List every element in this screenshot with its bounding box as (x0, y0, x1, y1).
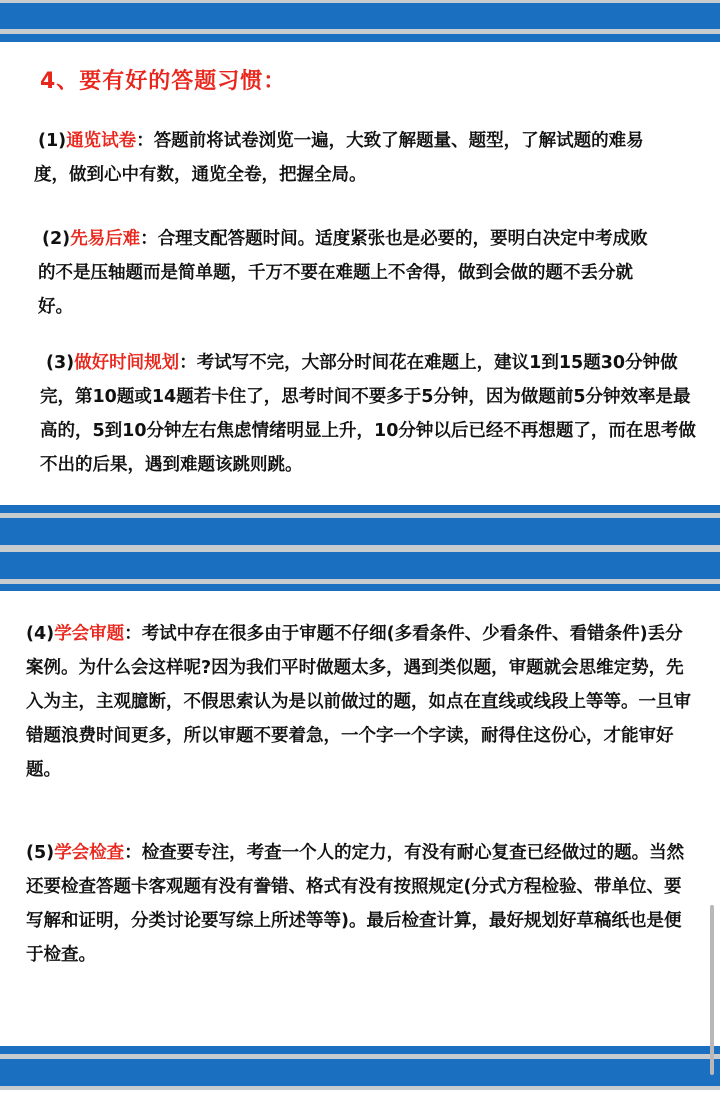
top-divider-band (0, 0, 720, 46)
item-2-text: 合理支配答题时间。适度紧张也是必要的，要明白决定中考成败的不是压轴题而是简单题，千万不要在难题上不舍得，做到会做的题不丢分就好。 (38, 229, 648, 317)
top-blue-stripe (0, 3, 720, 29)
item-1 (34, 124, 658, 192)
item-4-keyword: 学会审题 (54, 624, 125, 644)
item-2-number: (2) (42, 229, 71, 249)
item-5 (26, 836, 696, 972)
item-3 (40, 346, 700, 482)
item-5-number: (5) (26, 843, 55, 863)
item-4-colon: ： (124, 624, 142, 644)
middle-divider-band (0, 505, 720, 595)
item-5-keyword: 学会检查 (54, 843, 125, 863)
item-3-colon: ： (179, 353, 197, 373)
item-3-keyword: 做好时间规划 (74, 353, 180, 373)
mid-grey-stripe-2 (0, 545, 720, 552)
item-5-text: 检查要专注，考查一个人的定力，有没有耐心复查已经做过的题。当然还要检查答题卡客观题有没有誊错、格式有没有按照规定(分式方程检验、带单位、要写解和证明，分类讨论要写综上所述等等)。最后检查计算，最好规划好草稿纸也是便于检查。 (26, 843, 685, 965)
mid-blue-stripe-1 (0, 505, 720, 513)
bottom-divider-band (0, 1046, 720, 1098)
item-3-number: (3) (46, 353, 75, 373)
item-4-number: (4) (26, 624, 55, 644)
item-1-text: 答题前将试卷浏览一遍，大致了解题量、题型，了解试题的难易度，做到心中有数，通览全卷，把握全局。 (34, 131, 644, 185)
section-heading: 4、要有好的答题习惯： (40, 69, 287, 94)
item-4 (26, 617, 696, 787)
item-1-number: (1) (38, 131, 67, 151)
item-3-text: 考试写不完，大部分时间花在难题上，建议1到15题30分钟做完，第10题或14题若卡住了，思考时间不要多于5分钟，因为做题前5分钟效率是最高的，5到10分钟左右焦虑情绪明显上升，10分钟以后已经不再想题了，而在思考做不出的后果，遇到难题该跳则跳。 (40, 353, 696, 475)
item-2-colon: ： (140, 229, 158, 249)
item-1-colon: ： (136, 131, 154, 151)
mid-blue-stripe-3 (0, 552, 720, 579)
bottom-grey-stripe-2 (0, 1086, 720, 1090)
top-blue-stripe-2 (0, 34, 720, 42)
mid-blue-stripe-2 (0, 518, 720, 545)
item-2-keyword: 先易后难 (70, 229, 141, 249)
item-4-text: 考试中存在很多由于审题不仔细(多看条件、少看条件、看错条件)丢分案例。为什么会这样呢?因为我们平时做题太多，遇到类似题，审题就会思维定势，先入为主，主观臆断，不假思索认为是以前做过的题，如点在直线或线段上等等。一旦审错题浪费时间更多，所以审题不要着急，一个字一个字读，耐得住这份心，才能审好题。 (26, 624, 691, 780)
item-2 (38, 222, 658, 324)
bottom-blue-stripe-2 (0, 1059, 720, 1086)
item-5-colon: ： (124, 843, 142, 863)
scrollbar-thumb[interactable] (710, 905, 714, 1075)
mid-blue-stripe-4 (0, 584, 720, 591)
bottom-blue-stripe-1 (0, 1046, 720, 1054)
item-1-keyword: 通览试卷 (66, 131, 137, 151)
